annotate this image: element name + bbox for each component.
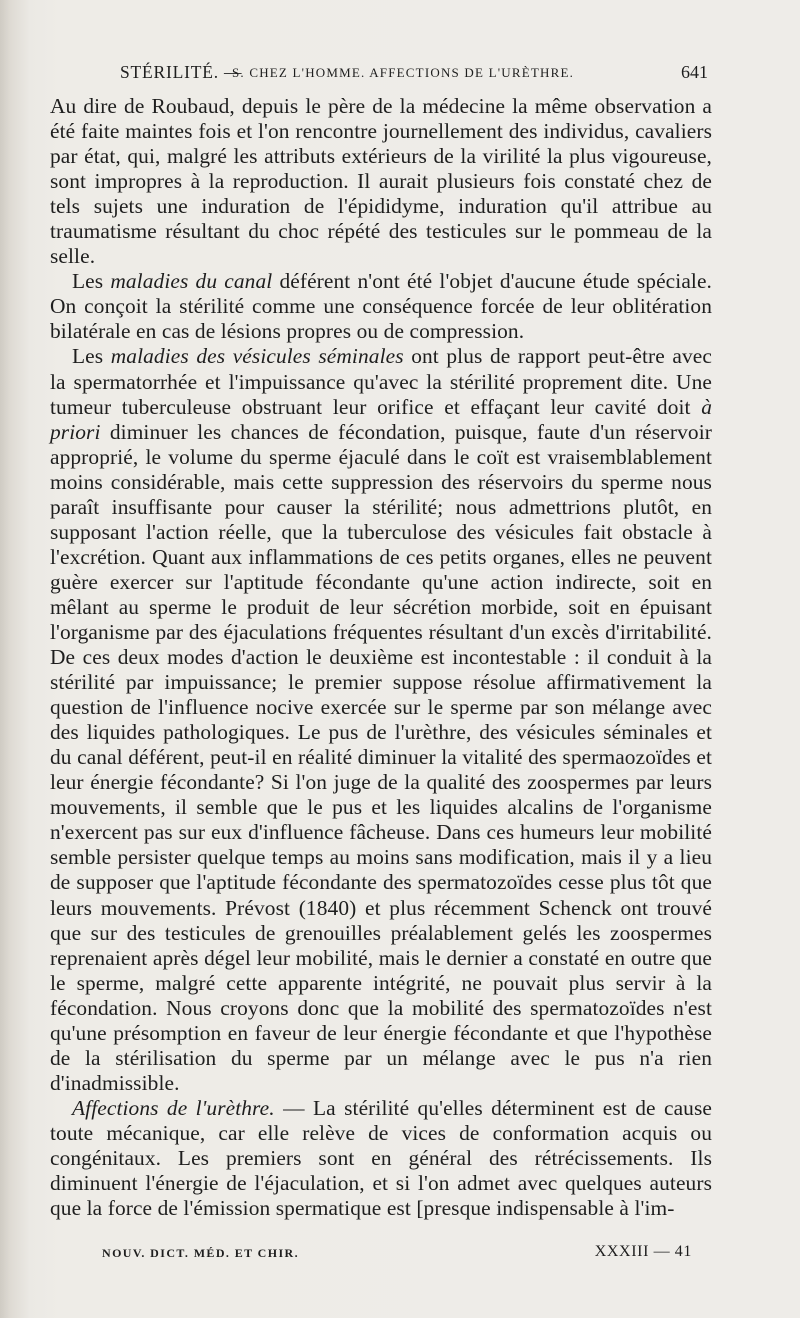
paragraph-text: — La stérilité qu'elles déterminent est de cause toute mécanique, car elle relève de vices de conformation acquis ou congénitaux. Les premiers sont en général des rétrécissements. Ils diminuent l'énergie de l'éjaculation, et si l'on admet avec quelques auteurs que la force de l'émission spermatique est [presque indispensable à l'im- [50,1095,712,1221]
paragraph-text: déférent n'ont été l'objet d'aucune étude spéciale. On conçoit la stérilité comme une conséquence forcée de leur oblitération bilatérale en cas de lésions propres ou de compression. [50,269,712,344]
paragraph-canal-deferent [50,269,712,344]
paragraph-lead: Les [72,344,111,369]
running-head [80,58,710,88]
page-footer [102,1243,692,1265]
italic-term-canal: maladies du canal [110,269,273,294]
body-text [50,94,712,1221]
paragraph-text: ont plus de rapport peut-être avec la spermatorrhée et l'impuissance qu'avec la stérilité proprement dite. Une tumeur tuberculeuse obstruant leur orifice et effaçant leur cavité doit [50,344,712,419]
footer-publication: NOUV. DICT. MÉD. ET CHIR. [102,1246,300,1260]
page-number: 641 [681,62,708,82]
paragraph-lead: Les [72,269,111,294]
running-head-title: STÉRILITÉ. — [120,62,243,82]
paragraph-vesicules-seminales [50,344,712,1095]
paragraph-text: diminuer les chances de fécondation, puisque, faute d'un réservoir approprié, le volume du sperme éjaculé dans le coït est vraisemblablement moins considérable, mais cette suppression des réservoirs du sperme nous paraît insuffisante pour causer la stérilité; nous admettrions plutôt, en supposant l'action réelle, que la tuberculose des vésicules fait obstacle à l'excrétion. Quant aux inflammations de ces petits organes, elles ne peuvent guère exercer sur l'aptitude fécondante qu'une action indirecte, soit en mêlant au sperme le produit de leur sécrétion morbide, soit en épuisant l'organisme par des éjaculations fréquentes résultant d'un excès d'irritabilité. De ces deux modes d'action le deuxième est incontestable : il conduit à la stérilité par impuissance; le premier suppose résolue affirmativement la question de l'influence nocive exercée sur le sperme par son mélange avec des liquides pathologiques. Le pus de l'urèthre, des vésicules séminales et du canal déférent, peut-il en réalité diminuer la vitalité des spermaozoïdes et leur énergie fécondante? Si l'on juge de la qualité des zoospermes par leurs mouvements, il semble que le pus et les liquides alcalins de l'organisme n'exercent pas sur eux d'influence fâcheuse. Dans ces humeurs leur mobilité semble persister quelque temps au moins sans modification, mais il y a lieu de supposer que l'aptitude fécondante des spermatozoïdes cesse plus tôt que leurs mouvements. Prévost (1840) et plus récemment Schenck ont trouvé que sur des testicules de grenouilles préalablement gelés les zoospermes reprenaient après dégel leur mobilité, mais le dernier a constaté en outre que le sperme, malgré cette apparente intégrité, ne pouvait plus servir à la fécondation. Nous croyons donc que la mobilité des spermatozoïdes n'est qu'une présomption en faveur de leur énergie fécondante et que l'hypothèse de la stérilisation du sperme par un mélange avec le pus n'a rien d'inadmissible. [50,419,712,1095]
italic-heading-urethre: Affections de l'urèthre. [72,1095,275,1120]
italic-term-vesicules: maladies des vésicules séminales [110,344,404,369]
running-head-section: S. CHEZ L'HOMME. AFFECTIONS DE L'URÈTHRE. [232,65,575,80]
paragraph-urethre [50,1096,712,1221]
paragraph-roubaud: Au dire de Roubaud, depuis le père de la médecine la même observation a été faite maintes fois et l'on rencontre journellement des individus, cavaliers par état, qui, malgré les attributs extérieurs de la virilité la plus vigoureuse, sont impropres à la reproduction. Il aurait plusieurs fois constaté chez de tels sujets une induration de l'épididyme, induration qu'il attribue au traumatisme résultant du choc répété des testicules sur le pommeau de la selle. [50,94,712,269]
footer-signature: XXXIII — 41 [594,1243,692,1260]
italic-term-a-priori: à priori [50,394,712,444]
